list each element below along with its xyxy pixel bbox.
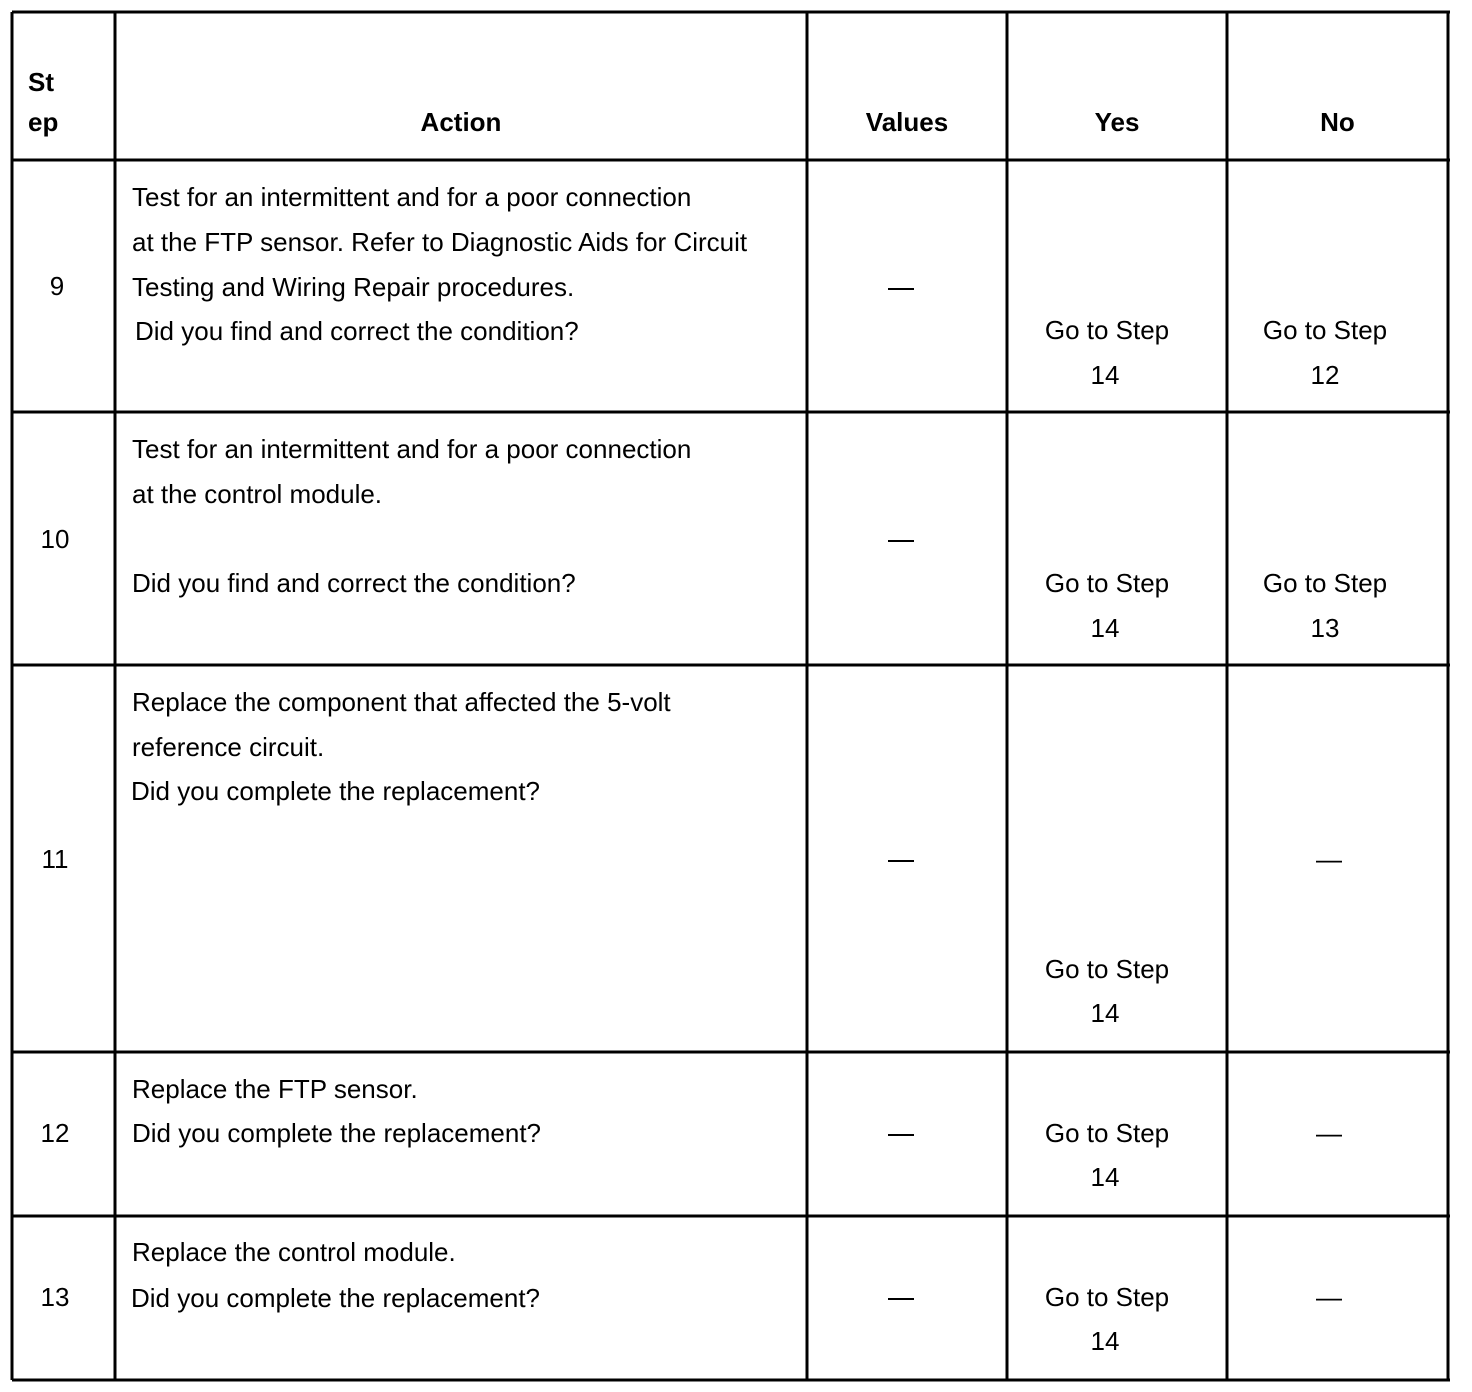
action-text: Replace the component that affected the 5-volt: [132, 687, 671, 717]
action-text: Replace the FTP sensor.: [132, 1074, 418, 1104]
header-step-line2: ep: [28, 107, 59, 137]
action-text: Test for an intermittent and for a poor connection: [132, 434, 692, 464]
yes-goto-step: 14: [1090, 1326, 1120, 1356]
values-dash: [888, 860, 914, 862]
yes-goto-label: Go to Step: [1044, 568, 1170, 598]
values-dash: [888, 1134, 914, 1136]
header-step-line1: St: [28, 67, 54, 97]
header-values: Values: [865, 107, 949, 137]
step-number: 10: [40, 524, 70, 554]
step-number: 12: [40, 1118, 70, 1148]
action-question: Did you find and correct the condition?: [132, 568, 576, 598]
no-goto-label: Go to Step: [1262, 315, 1388, 345]
yes-goto-label: Go to Step: [1044, 1118, 1170, 1148]
action-question: Did you complete the replacement?: [132, 1118, 542, 1148]
yes-goto-step: 14: [1090, 613, 1120, 643]
action-text: at the FTP sensor. Refer to Diagnostic Aids for Circuit: [132, 227, 748, 257]
values-dash: [888, 288, 914, 290]
action-text: at the control module.: [132, 479, 383, 509]
yes-goto-label: Go to Step: [1044, 954, 1170, 984]
step-number: 9: [49, 271, 65, 301]
no-goto-label: Go to Step: [1262, 568, 1388, 598]
action-text: reference circuit.: [132, 732, 325, 762]
action-question: Did you complete the replacement?: [131, 1283, 541, 1313]
no-goto-step: 13: [1310, 613, 1340, 643]
no-value: —: [1316, 1118, 1342, 1148]
values-dash: [888, 1298, 914, 1300]
header-yes: Yes: [1094, 107, 1140, 137]
header-no: No: [1320, 107, 1355, 137]
action-text: Test for an intermittent and for a poor connection: [132, 182, 692, 212]
no-value: —: [1316, 1282, 1342, 1312]
header-action: Action: [420, 107, 502, 137]
no-goto-step: 12: [1310, 360, 1340, 390]
step-number: 11: [41, 844, 69, 874]
yes-goto-step: 14: [1090, 360, 1120, 390]
action-text: Testing and Wiring Repair procedures.: [132, 272, 575, 302]
step-number: 13: [40, 1282, 70, 1312]
yes-goto-step: 14: [1090, 1162, 1120, 1192]
yes-goto-label: Go to Step: [1044, 315, 1170, 345]
action-text: Replace the control module.: [132, 1237, 456, 1267]
yes-goto-label: Go to Step: [1044, 1282, 1170, 1312]
no-value: —: [1316, 844, 1342, 874]
action-question: Did you complete the replacement?: [131, 776, 541, 806]
action-question: Did you find and correct the condition?: [135, 316, 579, 346]
yes-goto-step: 14: [1090, 998, 1120, 1028]
values-dash: [888, 540, 914, 542]
